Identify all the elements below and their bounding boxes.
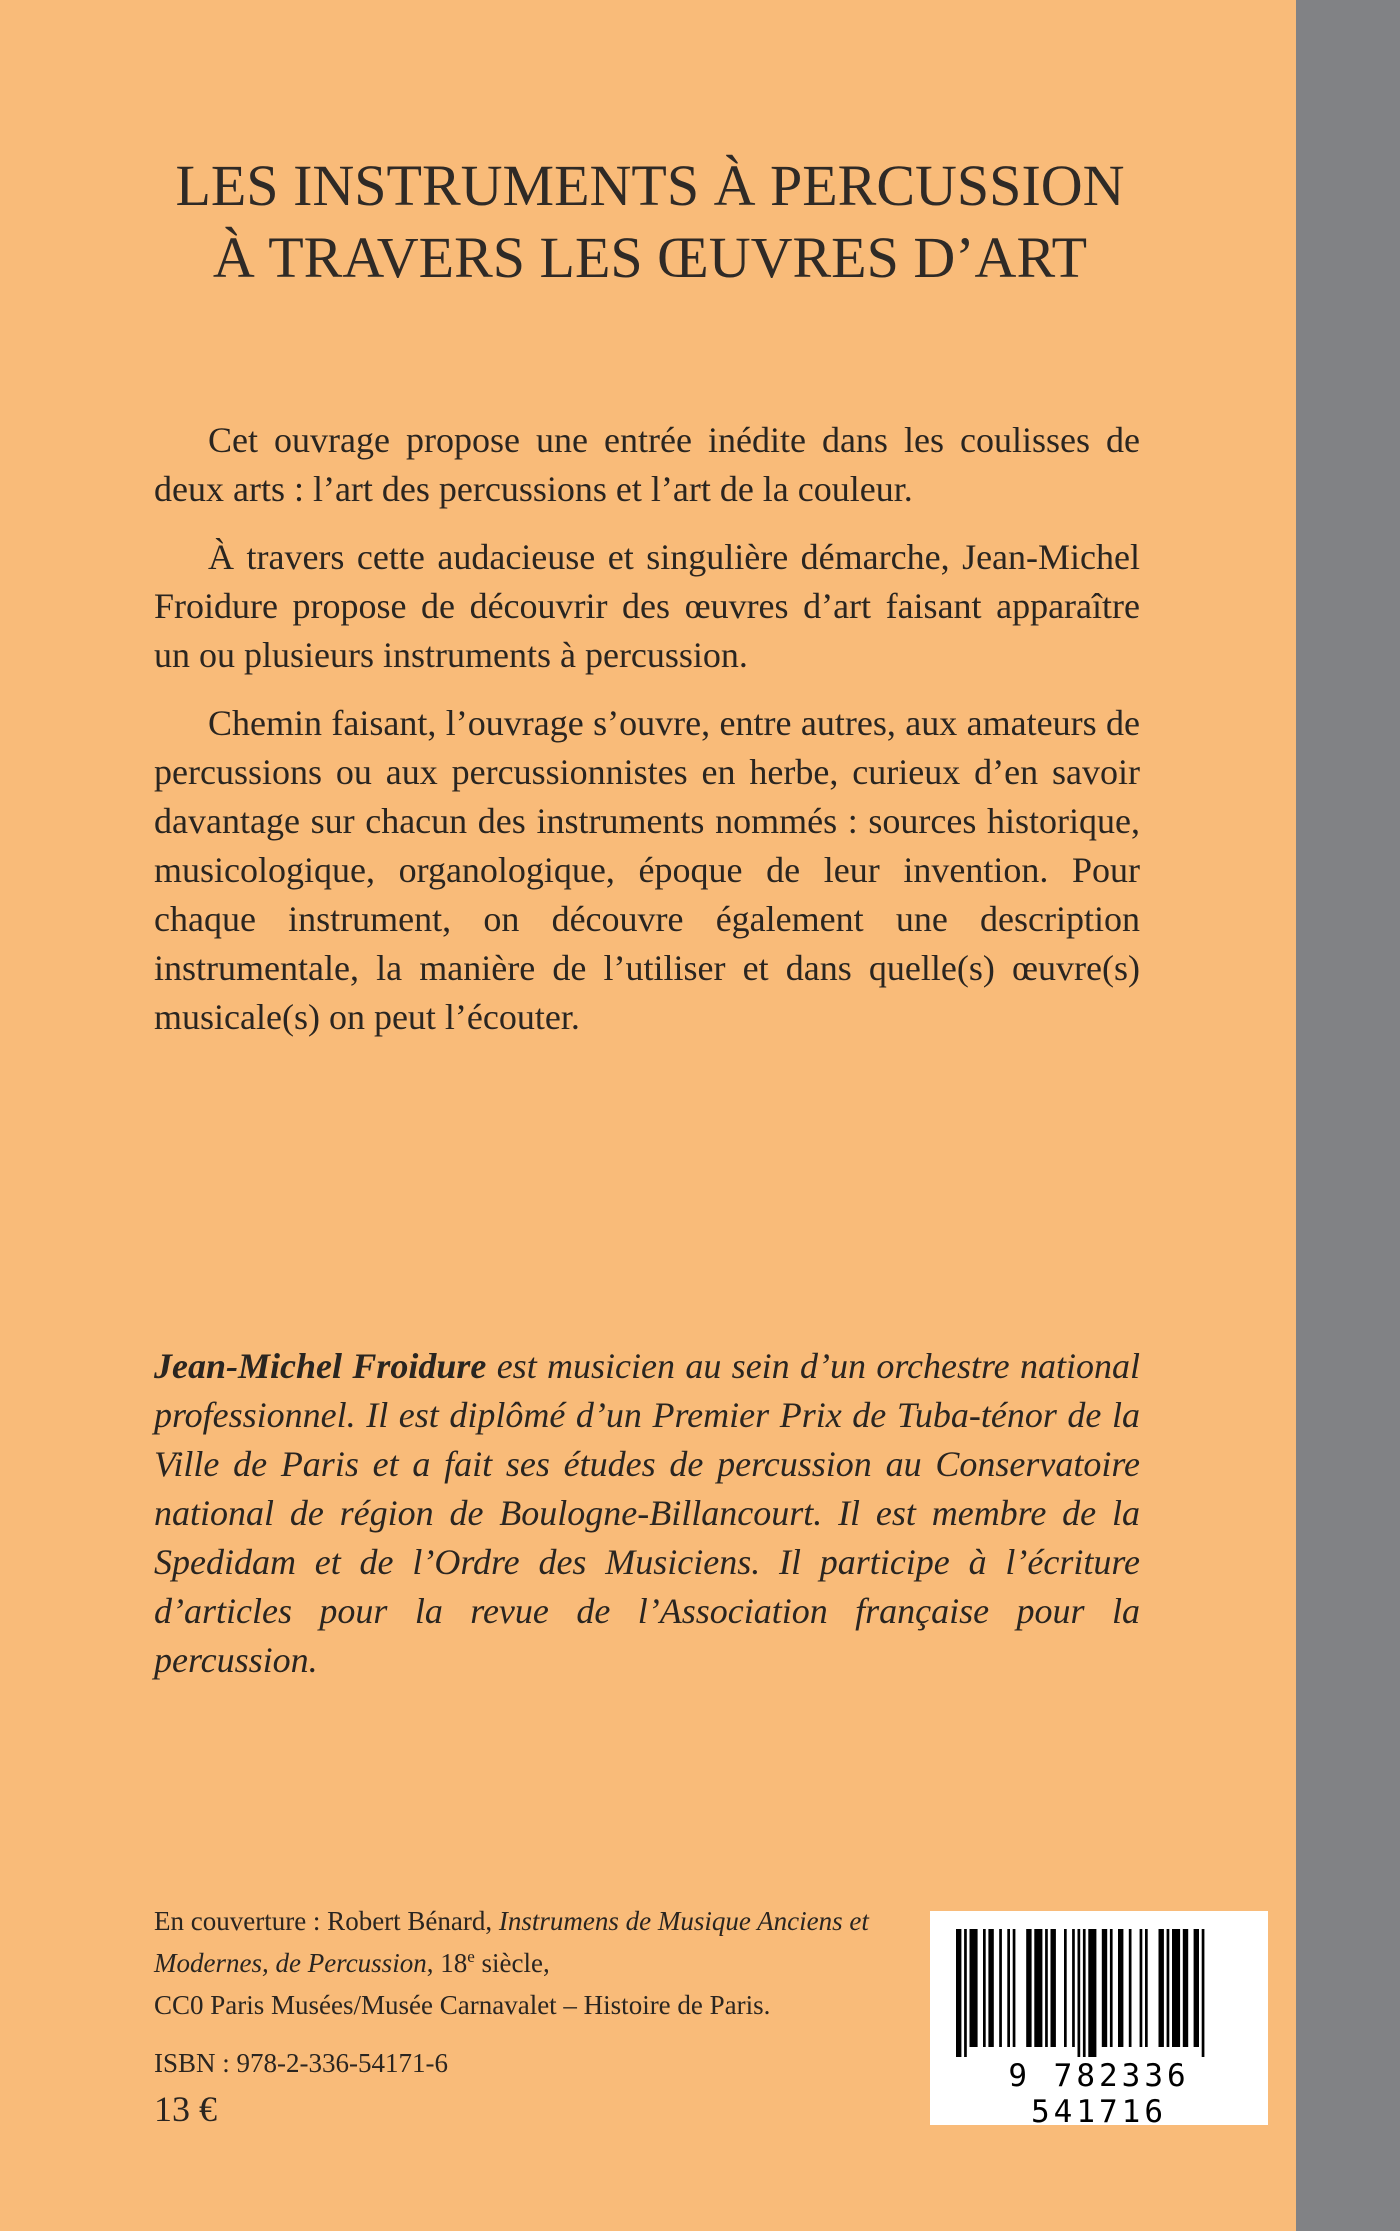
barcode-bar bbox=[1088, 1929, 1096, 2057]
barcode-bar bbox=[1183, 1929, 1188, 2047]
barcode-bar bbox=[988, 1929, 993, 2047]
barcode-bar bbox=[1083, 1929, 1086, 2057]
isbn: ISBN : 978-2-336-54171-6 bbox=[154, 2048, 448, 2078]
barcode-bar bbox=[1045, 1929, 1048, 2047]
barcode-bar bbox=[1110, 1929, 1113, 2047]
barcode-bar bbox=[1007, 1929, 1010, 2047]
cover-credits bbox=[154, 1900, 914, 2026]
credits-century-post: siècle, bbox=[474, 1948, 550, 1978]
barcode-bar bbox=[970, 1929, 978, 2047]
barcode-bar bbox=[1072, 1929, 1075, 2047]
barcode-bar bbox=[999, 1929, 1002, 2047]
author-bio bbox=[154, 1342, 1140, 1685]
title-line-1: LES INSTRUMENTS À PERCUSSION bbox=[175, 153, 1125, 218]
author-name: Jean-Michel Froidure bbox=[154, 1346, 487, 1386]
barcode-bar bbox=[1026, 1929, 1031, 2047]
blurb-paragraph-2: À travers cette audacieuse et singulière démarche, Jean-Michel Froidure propose de découvrir des œuvres d’art faisant apparaître un ou plusieurs instruments à percussion. bbox=[154, 537, 1140, 675]
barcode-bar bbox=[1078, 1929, 1081, 2057]
barcode bbox=[930, 1911, 1268, 2130]
barcode-bar bbox=[964, 1929, 967, 2057]
barcode-bar bbox=[1051, 1929, 1056, 2047]
barcode-bar bbox=[1064, 1929, 1067, 2047]
back-cover-blurb bbox=[154, 416, 1140, 1061]
title-line-2: À TRAVERS LES ŒUVRES D’ART bbox=[212, 225, 1088, 290]
credits-source: CC0 Paris Musées/Musée Carnavalet – Histoire de Paris. bbox=[154, 1990, 771, 2020]
barcode-bar bbox=[1145, 1929, 1148, 2047]
barcode-bar bbox=[1167, 1929, 1170, 2047]
barcode-bar bbox=[1034, 1929, 1042, 2047]
author-bio-text: est musicien au sein d’un orchestre national professionnel. Il est diplômé d’un Premier Prix de Tuba-ténor de la Ville de Paris et a fait ses études de percussion au Conservatoire national de région de Boulogne-Billancourt. Il est membre de la Spedidam et de l’Ordre des Musiciens. Il participe à l’écriture d’articles pour la revue de l’Association française pour la percussion. bbox=[154, 1346, 1140, 1680]
book-title bbox=[100, 150, 1200, 294]
blurb-paragraph-1: Cet ouvrage propose une entrée inédite dans les coulisses de deux arts : l’art des percussions et l’art de la couleur. bbox=[154, 420, 1140, 509]
barcode-bar bbox=[1118, 1929, 1123, 2047]
barcode-bar bbox=[1194, 1929, 1199, 2047]
barcode-bar bbox=[1140, 1929, 1143, 2047]
barcode-bar bbox=[1159, 1929, 1164, 2047]
barcode-bars-icon bbox=[952, 1929, 1246, 2057]
barcode-bar bbox=[1129, 1929, 1132, 2047]
credits-century-pre: , 18 bbox=[426, 1948, 468, 1978]
barcode-digits: 9 782336 541716 bbox=[1008, 2058, 1190, 2130]
blurb-paragraph-3: Chemin faisant, l’ouvrage s’ouvre, entre autres, aux amateurs de percussions ou aux percussionnistes en herbe, curieux d’en savoir davantage sur chacun des instruments nommés : sources historique, musicologique, organologique, époque de leur invention. Pour chaque instrument, on découvre également une description instrumentale, la manière de l’utiliser et dans quelle(s) œuvre(s) musicale(s) on peut l’écouter. bbox=[154, 703, 1140, 1037]
credits-century-sup: e bbox=[467, 1947, 475, 1966]
barcode-bar bbox=[956, 1929, 961, 2057]
barcode-bar bbox=[1202, 1929, 1205, 2057]
credits-work-title: Instrumens de Musique Anciens et Modernes, de Percussion bbox=[154, 1906, 869, 1978]
barcode-bar bbox=[1102, 1929, 1107, 2047]
spine-strip bbox=[1296, 0, 1400, 2231]
barcode-bar bbox=[1013, 1929, 1016, 2047]
credits-prefix: En couverture : Robert Bénard, bbox=[154, 1906, 499, 1936]
barcode-bar bbox=[1172, 1929, 1180, 2047]
price: 13 € bbox=[154, 2089, 217, 2129]
barcode-bar bbox=[983, 1929, 986, 2047]
